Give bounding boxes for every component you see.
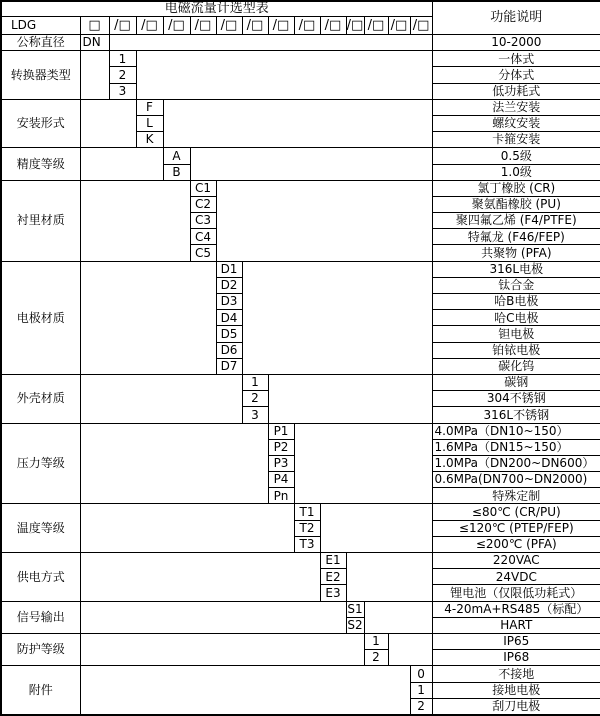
span-cell: [80, 666, 410, 715]
description-cell: 0.5级: [432, 148, 600, 164]
description-cell: 氯丁橡胶 (CR): [432, 180, 600, 196]
code-cell: T2: [294, 520, 320, 536]
span-cell: [268, 374, 432, 423]
description-cell: 锂电池（仅限低功耗式）: [432, 585, 600, 601]
model-slot-cell: /□: [109, 16, 136, 34]
description-cell: 316L电极: [432, 261, 600, 277]
span-cell: [80, 633, 364, 665]
span-cell: [294, 423, 432, 504]
description-cell: 聚四氟乙烯 (F4/PTFE): [432, 213, 600, 229]
code-cell: D6: [216, 342, 242, 358]
code-cell: D5: [216, 326, 242, 342]
span-cell: [80, 423, 268, 504]
span-cell: [216, 180, 432, 261]
model-slot-cell: /□: [136, 16, 163, 34]
code-cell: 1: [364, 633, 388, 649]
model-slot-cell: /□: [190, 16, 216, 34]
description-cell: 1.0MPa（DN200~DN600）: [432, 455, 600, 471]
code-cell: C3: [190, 213, 216, 229]
model-slot-cell: /□: [388, 16, 410, 34]
code-cell: E3: [320, 585, 346, 601]
description-cell: 钽电极: [432, 326, 600, 342]
category-label: 衬里材质: [1, 180, 80, 261]
description-cell: 哈C电极: [432, 310, 600, 326]
model-slot-cell: /□: [346, 17, 364, 33]
model-slot-cell: /□: [364, 16, 388, 34]
code-cell: 2: [410, 698, 432, 715]
code-cell: S2: [347, 618, 363, 633]
code-cell: F: [136, 99, 163, 115]
description-cell: 钛合金: [432, 277, 600, 293]
code-cell: E1: [320, 553, 346, 569]
code-cell: K: [136, 132, 163, 148]
span-cell: [80, 601, 346, 633]
code-cell: 1: [242, 374, 268, 390]
code-cell: C4: [190, 229, 216, 245]
description-cell: ≤120℃ (PTEP/FEP): [432, 520, 600, 536]
code-cell: C2: [190, 196, 216, 212]
category-label: 外壳材质: [1, 374, 80, 423]
span-cell: [80, 51, 109, 100]
code-cell: L: [136, 115, 163, 131]
description-cell: 特氟龙 (F46/FEP): [432, 229, 600, 245]
function-description-header: 功能说明: [432, 1, 600, 35]
code-cell: S1: [347, 601, 363, 616]
model-slot-cell: /□: [268, 16, 294, 34]
code-cell: B: [163, 164, 190, 180]
description-cell: 低功耗式: [432, 83, 600, 99]
code-cell: 3: [109, 83, 136, 99]
span-cell: [80, 374, 242, 423]
description-cell: 螺纹安装: [432, 115, 600, 131]
description-cell: 刮刀电极: [432, 698, 600, 715]
code-cell: P2: [268, 439, 294, 455]
category-label: 精度等级: [1, 148, 80, 180]
span-cell: [364, 601, 432, 633]
span-cell: [346, 553, 432, 602]
description-cell: 4.0MPa（DN10~150）: [432, 423, 600, 439]
category-label: 安装形式: [1, 99, 80, 148]
description-cell: 4-20mA+RS485（标配）: [432, 601, 600, 617]
span-cell: [163, 99, 432, 148]
span-cell: [388, 633, 432, 665]
description-cell: 特殊定制: [432, 488, 600, 504]
category-label: 转换器类型: [1, 51, 80, 100]
code-cell: 2: [364, 650, 388, 666]
span-cell: [80, 180, 190, 261]
code-cell: D1: [216, 261, 242, 277]
model-base-slot: □: [80, 16, 109, 34]
code-cell: 1: [109, 51, 136, 67]
description-cell: 1.0级: [432, 164, 600, 180]
description-cell: ≤80℃ (CR/PU): [432, 504, 600, 520]
description-cell: IP65: [432, 633, 600, 649]
model-slot-cell: /□: [320, 16, 346, 34]
description-cell: ≤200℃ (PFA): [432, 536, 600, 552]
code-cell: D2: [216, 277, 242, 293]
span-cell: [80, 261, 216, 374]
description-cell: 分体式: [432, 67, 600, 83]
description-cell: 24VDC: [432, 569, 600, 585]
code-cell: T1: [294, 504, 320, 520]
span-cell: [136, 51, 432, 100]
code-cell: 2: [109, 67, 136, 83]
model-slot-cell: /□: [294, 16, 320, 34]
span-cell: [190, 148, 432, 180]
category-label: 压力等级: [1, 423, 80, 504]
code-cell: DN: [80, 35, 109, 51]
table-title: 电磁流量计选型表: [1, 1, 432, 16]
code-cell: D7: [216, 358, 242, 374]
code-cell: E2: [320, 569, 346, 585]
description-cell: 一体式: [432, 51, 600, 67]
code-cell: 1: [410, 682, 432, 698]
span-cell: [109, 35, 432, 51]
description-cell: 碳化钨: [432, 358, 600, 374]
description-cell: 哈B电极: [432, 294, 600, 310]
category-label: 公称直径: [1, 35, 80, 51]
description-cell: IP68: [432, 650, 600, 666]
description-cell: 不接地: [432, 666, 600, 682]
description-cell: 220VAC: [432, 553, 600, 569]
description-cell: 聚氨酯橡胶 (PU): [432, 196, 600, 212]
description-cell: 304不锈钢: [432, 391, 600, 407]
description-cell: 法兰安装: [432, 99, 600, 115]
description-cell: 316L不锈钢: [432, 407, 600, 423]
span-cell: [80, 148, 163, 180]
description-cell: 1.6MPa（DN15~150）: [432, 439, 600, 455]
code-cell: T3: [294, 536, 320, 552]
category-label: 供电方式: [1, 553, 80, 602]
description-cell: 卡箍安装: [432, 132, 600, 148]
span-cell: [80, 504, 294, 553]
description-cell: HART: [432, 617, 600, 633]
code-cell: P4: [268, 472, 294, 488]
category-label: 附件: [1, 666, 80, 715]
model-slot-cell: /□: [242, 16, 268, 34]
description-cell: 共聚物 (PFA): [432, 245, 600, 261]
code-cell: C5: [190, 245, 216, 261]
description-cell: 0.6MPa(DN700~DN2000): [432, 472, 600, 488]
model-slot-cell: /□: [163, 16, 190, 34]
category-label: 信号输出: [1, 601, 80, 633]
description-cell: 铂铱电极: [432, 342, 600, 358]
code-cell: P1: [268, 423, 294, 439]
span-cell: [320, 504, 432, 553]
span-cell: [80, 99, 136, 148]
code-cell: Pn: [268, 488, 294, 504]
category-label: 防护等级: [1, 633, 80, 665]
description-cell: 10-2000: [432, 35, 600, 51]
code-cell: A: [163, 148, 190, 164]
span-cell: [242, 261, 432, 374]
model-slot-cell: /□: [216, 16, 242, 34]
code-cell: D4: [216, 310, 242, 326]
code-cell: 0: [410, 666, 432, 682]
code-cell: D3: [216, 294, 242, 310]
code-cell: P3: [268, 455, 294, 471]
category-label: 温度等级: [1, 504, 80, 553]
description-cell: 碳钢: [432, 374, 600, 390]
span-cell: [80, 553, 320, 602]
description-cell: 接地电极: [432, 682, 600, 698]
code-cell: 2: [242, 391, 268, 407]
model-slot-cell: /□: [410, 16, 432, 34]
code-cell: C1: [190, 180, 216, 196]
code-cell: 3: [242, 407, 268, 423]
model-prefix: LDG: [1, 16, 80, 34]
category-label: 电极材质: [1, 261, 80, 374]
